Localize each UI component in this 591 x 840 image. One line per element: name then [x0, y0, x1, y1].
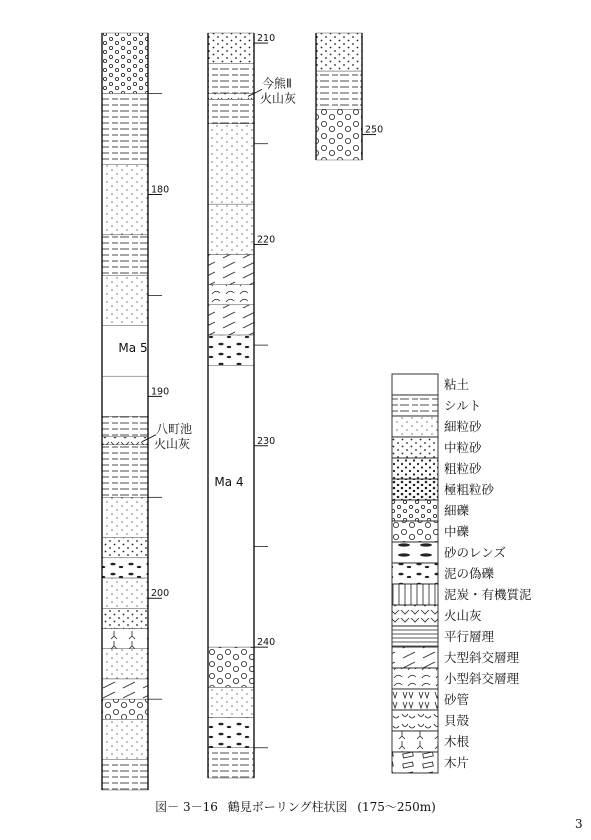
- legend-swatch: [392, 752, 438, 773]
- column-layer: [102, 649, 148, 679]
- column-layer: [102, 699, 148, 719]
- column-layer: [208, 124, 254, 205]
- legend-label: 中礫: [444, 524, 470, 539]
- figure-number: 図－ 3－16: [155, 800, 218, 814]
- depth-tick-label: 200: [151, 588, 170, 600]
- column-layer: [102, 417, 148, 437]
- column-layer: [102, 679, 148, 699]
- legend: [392, 374, 532, 773]
- legend-swatch: [392, 479, 438, 500]
- legend-label: シルト: [444, 398, 482, 413]
- column-layer: [102, 497, 148, 537]
- depth-tick-label: 180: [151, 184, 170, 196]
- depth-tick-label: 230: [257, 435, 276, 447]
- column-col3: [316, 33, 383, 160]
- column-layer: [208, 99, 254, 123]
- legend-label: 平行層理: [444, 629, 495, 644]
- legend-swatch: [392, 500, 438, 521]
- column-col1: [102, 33, 192, 790]
- legend-label: 細礫: [444, 503, 470, 518]
- depth-tick-label: 220: [257, 234, 276, 246]
- column-layer: [102, 33, 148, 94]
- legend-swatch: [392, 647, 438, 668]
- column-layer: [102, 235, 148, 275]
- figure-caption: [0, 798, 591, 815]
- legend-label: 小型斜交層理: [444, 671, 520, 686]
- legend-label: 木片: [444, 755, 470, 770]
- column-layer: [102, 445, 148, 497]
- legend-swatch: [392, 605, 438, 626]
- legend-swatch: [392, 458, 438, 479]
- legend-swatch: [392, 731, 438, 752]
- depth-tick-label: 240: [257, 637, 276, 649]
- legend-label: 木根: [444, 734, 470, 749]
- column-layer: [102, 538, 148, 558]
- depth-tick-label: 210: [257, 33, 276, 45]
- tephra-label: 八町池: [156, 421, 193, 436]
- legend-label: 細粒砂: [444, 419, 482, 434]
- column-layer: [208, 647, 254, 687]
- legend-swatch: [392, 710, 438, 731]
- column-layer: [102, 558, 148, 578]
- column-layer: [102, 94, 148, 165]
- legend-label: 中粒砂: [444, 440, 482, 455]
- depth-tick-label: 190: [151, 386, 170, 398]
- column-layer: [208, 285, 254, 305]
- column-layer: [102, 760, 148, 790]
- column-layer: [208, 305, 254, 335]
- legend-label: 泥の偽礫: [444, 566, 495, 581]
- legend-label: 火山灰: [444, 608, 482, 623]
- legend-label: 粗粒砂: [444, 461, 482, 476]
- column-layer: [208, 63, 254, 93]
- tephra-label: 火山灰: [154, 436, 191, 451]
- tephra-label: 今熊Ⅱ: [262, 76, 292, 91]
- column-layer: [102, 275, 148, 325]
- column-layer: [316, 71, 362, 109]
- column-layer: [208, 365, 254, 647]
- column-layer: [208, 748, 254, 778]
- legend-swatch: [392, 584, 438, 605]
- column-layer: [316, 109, 362, 160]
- column-layer: [102, 608, 148, 628]
- column-layer: [102, 164, 148, 235]
- legend-label: 砂のレンズ: [444, 545, 506, 560]
- tephra-label: 火山灰: [260, 91, 297, 106]
- column-layer: [102, 719, 148, 759]
- column-layer: [208, 687, 254, 717]
- column-layer: [208, 254, 254, 284]
- column-col2: [208, 33, 296, 778]
- column-layer: [208, 93, 254, 99]
- legend-swatch: [392, 626, 438, 647]
- legend-swatch: [392, 542, 438, 563]
- marine-clay-label: Ma 5: [118, 340, 148, 355]
- column-layer: [208, 718, 254, 748]
- legend-label: 砂管: [444, 692, 470, 707]
- column-layer: [316, 33, 362, 71]
- legend-swatch: [392, 437, 438, 458]
- legend-swatch: [392, 416, 438, 437]
- legend-label: 粘土: [444, 377, 470, 392]
- legend-swatch: [392, 689, 438, 710]
- depth-tick-label: 250: [365, 124, 384, 136]
- column-layer: [102, 437, 148, 445]
- legend-label: 大型斜交層理: [444, 650, 520, 665]
- column-layer: [208, 33, 254, 63]
- marine-clay-label: Ma 4: [214, 475, 244, 490]
- legend-label: 泥炭・有機質泥: [444, 587, 532, 602]
- column-layer: [208, 335, 254, 365]
- column-layer: [102, 376, 148, 416]
- figure-range: (175～250m): [357, 800, 436, 814]
- page-number: 3: [575, 817, 583, 831]
- legend-swatch: [392, 374, 438, 395]
- legend-swatch: [392, 563, 438, 584]
- legend-label: 極粗粒砂: [444, 482, 495, 497]
- column-layer: [102, 578, 148, 608]
- figure-title: 鶴見ボーリング柱状図: [227, 800, 348, 814]
- legend-swatch: [392, 395, 438, 416]
- column-layer: [102, 629, 148, 649]
- legend-swatch: [392, 668, 438, 689]
- legend-label: 貝殻: [444, 713, 470, 728]
- column-layer: [208, 204, 254, 254]
- legend-swatch: [392, 521, 438, 542]
